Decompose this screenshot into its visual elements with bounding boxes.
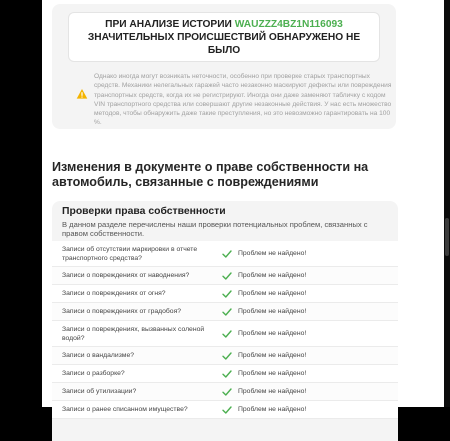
vin-number: WAUZZZ4BZ1N116093 bbox=[234, 18, 343, 30]
card-title: Проверки права собственности bbox=[62, 206, 226, 217]
table-row bbox=[52, 267, 398, 285]
check-result-text: Проблем не найдено! bbox=[238, 250, 307, 257]
check-result-text: Проблем не найдено! bbox=[238, 290, 307, 297]
table-row bbox=[52, 241, 398, 267]
warning-icon bbox=[76, 88, 88, 100]
check-result-text: Проблем не найдено! bbox=[238, 330, 307, 337]
scrollbar-thumb[interactable] bbox=[445, 218, 449, 256]
check-result bbox=[222, 388, 306, 396]
history-headline bbox=[83, 18, 365, 57]
check-question: Записи о вандализме? bbox=[62, 352, 135, 359]
check-question: Записи о повреждениях от огня? bbox=[62, 290, 166, 297]
table-row bbox=[52, 347, 398, 365]
check-question: Записи об отсутствии маркировки в отчете транспортного средства? bbox=[62, 245, 198, 262]
check-question: Записи о разборке? bbox=[62, 370, 125, 377]
check-result bbox=[222, 352, 306, 360]
table-row bbox=[52, 365, 398, 383]
table-row bbox=[52, 383, 398, 401]
headline-suffix: ЗНАЧИТЕЛЬНЫХ ПРОИСШЕСТВИЙ ОБНАРУЖЕНО НЕ БЫЛО bbox=[87, 31, 361, 56]
check-question: Записи о повреждениях, вызванных соленой водой? bbox=[62, 325, 205, 342]
check-icon bbox=[222, 330, 232, 338]
headline-prefix: ПРИ АНАЛИЗЕ ИСТОРИИ bbox=[105, 18, 235, 30]
check-question: Записи об утилизации? bbox=[62, 388, 137, 395]
check-result bbox=[222, 330, 306, 338]
scrollbar[interactable] bbox=[444, 0, 450, 407]
table-row bbox=[52, 303, 398, 321]
check-result bbox=[222, 272, 306, 280]
check-icon bbox=[222, 290, 232, 298]
check-icon bbox=[222, 250, 232, 258]
table-row bbox=[52, 401, 398, 419]
check-result-text: Проблем не найдено! bbox=[238, 370, 307, 377]
check-icon bbox=[222, 272, 232, 280]
disclaimer-text: Однако иногда могут возникать неточности, особенно при проверке старых транспортных средств. Механики нелегальных гаражей часто незаконно маскируют дефекты или повреждения транспортных средств, когда их не регистрируют. Иногда они даже заменяют табличку с кодом VIN транспортного средства или совершают другие незаконные действия. У нас есть множество методов, чтобы обнаружить даже такие преступления, но это невозможно гарантировать на 100 %. bbox=[94, 73, 392, 127]
table-row bbox=[52, 285, 398, 303]
check-icon bbox=[222, 308, 232, 316]
check-icon bbox=[222, 406, 232, 414]
check-icon bbox=[222, 370, 232, 378]
headline-box bbox=[68, 12, 380, 62]
check-result-text: Проблем не найдено! bbox=[238, 272, 307, 279]
table-row bbox=[52, 321, 398, 347]
history-notice-card bbox=[52, 4, 396, 129]
ownership-checks-card bbox=[52, 201, 398, 441]
check-result-text: Проблем не найдено! bbox=[238, 388, 307, 395]
section-title: Изменения в документе о праве собственности на автомобиль, связанные с повреждениями bbox=[52, 160, 369, 189]
check-icon bbox=[222, 352, 232, 360]
check-question: Записи о ранее списанном имуществе? bbox=[62, 406, 188, 413]
card-header bbox=[52, 201, 398, 241]
check-question: Записи о повреждениях от наводнения? bbox=[62, 272, 190, 279]
check-icon bbox=[222, 388, 232, 396]
check-result bbox=[222, 308, 306, 316]
card-description: В данном разделе перечислены наши проверки потенциальных проблем, связанных с правом собственности. bbox=[62, 220, 368, 238]
check-result bbox=[222, 406, 306, 414]
checks-table bbox=[52, 241, 398, 419]
report-page bbox=[42, 0, 444, 413]
check-result-text: Проблем не найдено! bbox=[238, 352, 307, 359]
check-result-text: Проблем не найдено! bbox=[238, 406, 307, 413]
check-result-text: Проблем не найдено! bbox=[238, 308, 307, 315]
check-question: Записи о повреждениях от градобоя? bbox=[62, 308, 182, 315]
check-result bbox=[222, 250, 306, 258]
check-result bbox=[222, 370, 306, 378]
check-result bbox=[222, 290, 306, 298]
